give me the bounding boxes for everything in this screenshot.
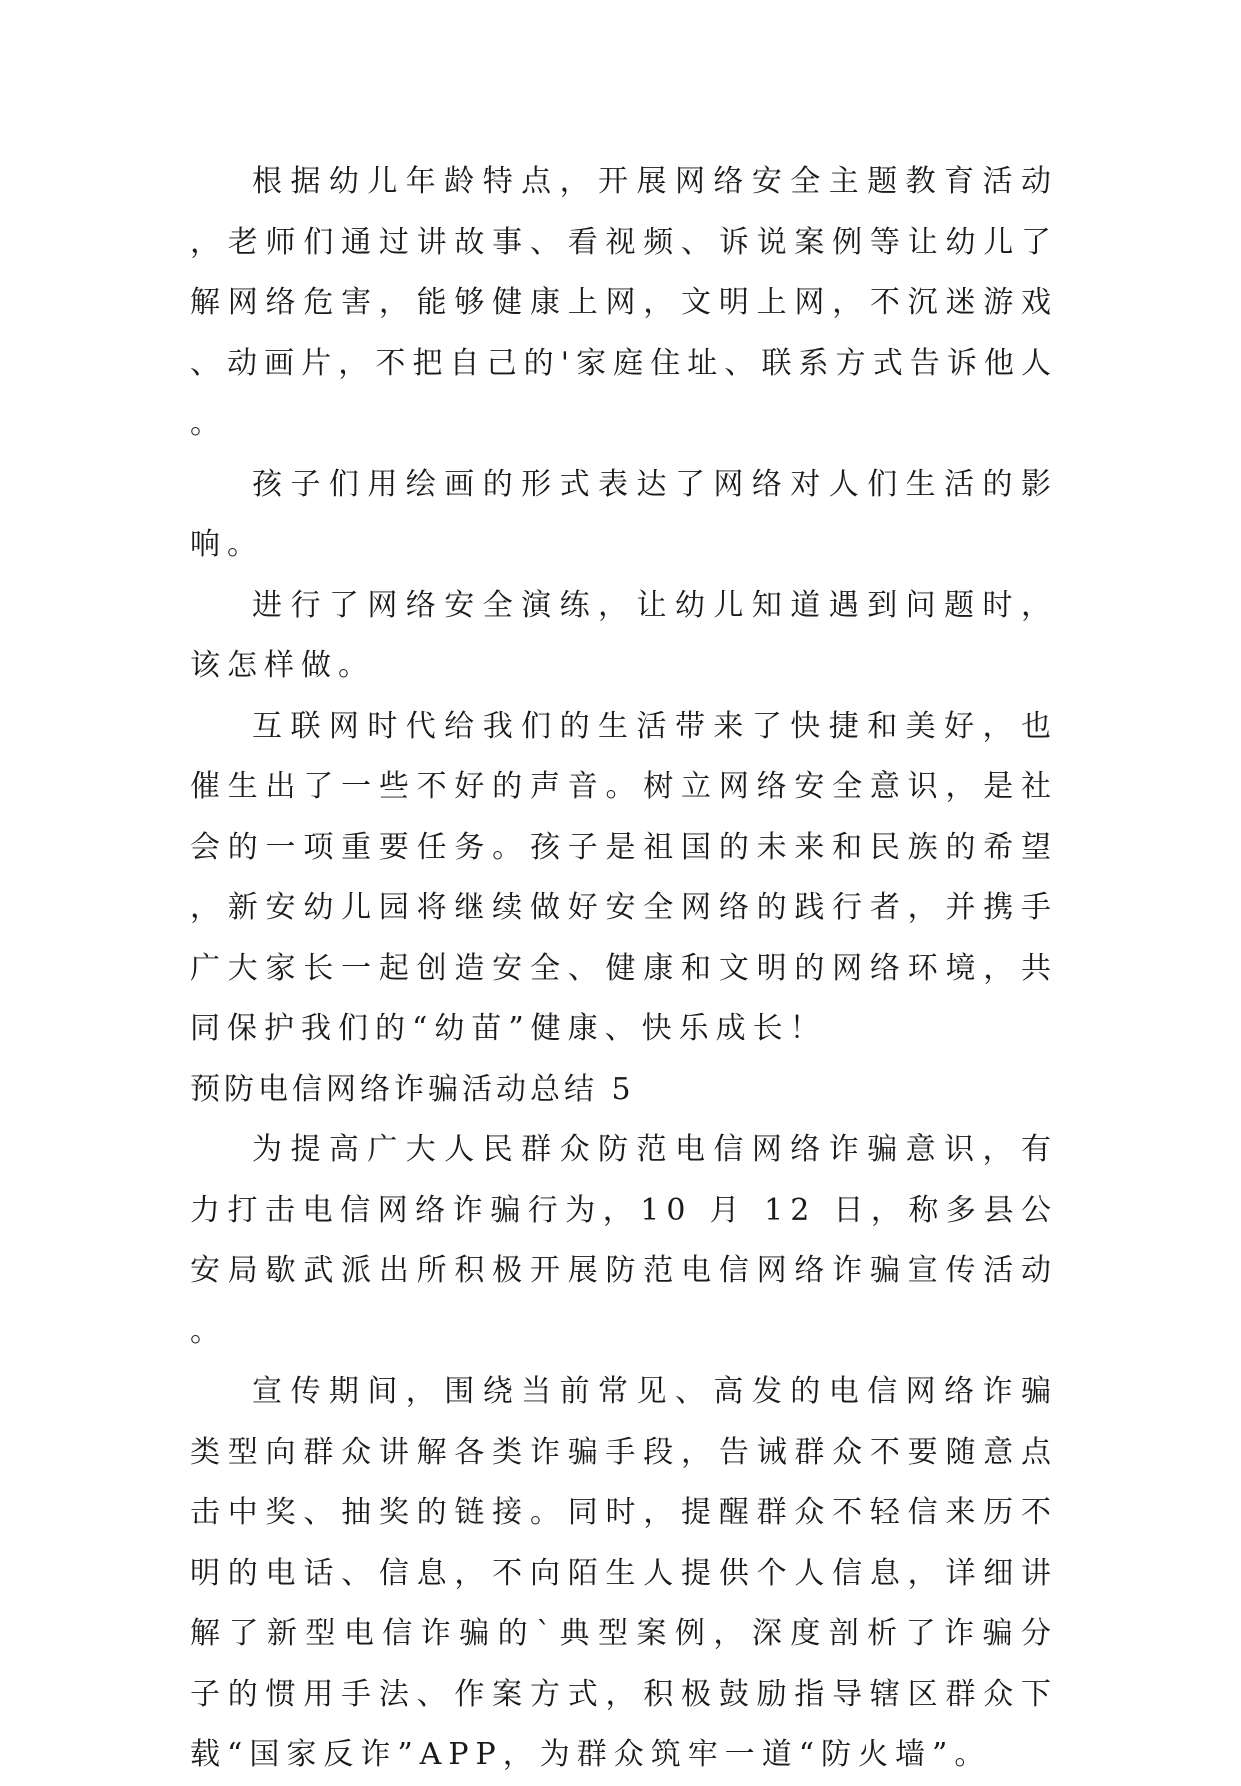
- paragraph-safety-drill: 进行了网络安全演练，让幼儿知道遇到问题时，该怎样做。: [190, 587, 1058, 683]
- paragraph-online-safety-education: 根据幼儿年龄特点，开展网络安全主题教育活动，老师们通过讲故事、看视频、诉说案例等让幼儿了解网络危害，能够健康上网，文明上网，不沉迷游戏、动画片，不把自己的'家庭住址、联系方式告诉他人。: [190, 164, 1058, 441]
- section-heading: 预防电信网络诈骗活动总结 5: [190, 1071, 635, 1107]
- paragraph-drawing-activity: 孩子们用绘画的形式表达了网络对人们生活的影响。: [190, 466, 1058, 562]
- paragraph-internet-era-summary: 互联网时代给我们的生活带来了快捷和美好，也催生出了一些不好的声音。树立网络安全意识，是社会的一项重要任务。孩子是祖国的未来和民族的希望，新安幼儿园将继续做好安全网络的践行者，并携手广大家长一起创造安全、健康和文明的网络环境，共同保护我们的“幼苗”健康、快乐成长！: [190, 708, 1058, 1046]
- paragraph-campaign-details: 宣传期间，围绕当前常见、高发的电信网络诈骗类型向群众讲解各类诈骗手段，告诫群众不要随意点击中奖、抽奖的链接。同时，提醒群众不轻信来历不明的电话、信息，不向陌生人提供个人信息，详细讲解了新型电信诈骗的`典型案例，深度剖析了诈骗分子的惯用手法、作案方式，积极鼓励指导辖区群众下载“国家反诈”APP，为群众筑牢一道“防火墙”。: [190, 1374, 1058, 1772]
- paragraph-anti-fraud-campaign: 为提高广大人民群众防范电信网络诈骗意识，有力打击电信网络诈骗行为，10 月 12 日，称多县公安局歇武派出所积极开展防范电信网络诈骗宣传活动。: [190, 1132, 1058, 1349]
- document-body: [190, 152, 1058, 1786]
